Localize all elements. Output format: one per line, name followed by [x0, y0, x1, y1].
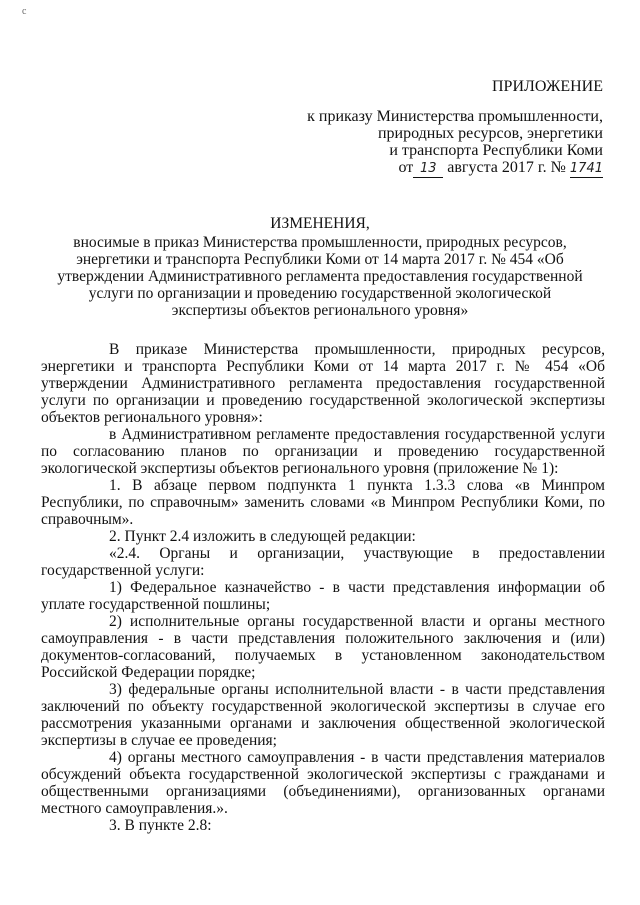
body-paragraph: 3. В пункте 2.8: — [109, 817, 212, 834]
body-paragraph: в Административном регламенте предоставления государственной услуги по согласованию планов по организации и проведению государственной экологической экспертизы объектов регионального уровня (приложение № 1): — [41, 426, 605, 477]
body-paragraph: 1) Федеральное казначейство - в части представления информации об уплате государственной пошлины; — [41, 579, 605, 613]
document-body — [41, 341, 605, 834]
appendix-line-2: природных ресурсов, энергетики — [377, 125, 603, 142]
body-paragraph: 1. В абзаце первом подпункта 1 пункта 1.3.3 слова «в Минпром Республики, по справочным» заменить словами «в Минпром Республики Коми, по справочным». — [41, 477, 605, 528]
header-line-3: утверждении Административного регламента предоставления государственной — [57, 268, 583, 285]
changes-title: ИЗМЕНЕНИЯ, — [270, 215, 370, 232]
body-paragraph: 3) федеральные органы исполнительной власти - в части представления заключений по объекту государственной экологической экспертизы в случае его рассмотрения указанными органами и заключения общественной экологической экспертизы в случае ее проведения; — [41, 681, 605, 749]
body-paragraph: 4) органы местного самоуправления - в части представления материалов обсуждений объекта государственной экологической экспертизы с гражданами и общественными организациями (объединениями), организованных органами местного самоуправления.». — [41, 749, 605, 817]
header-line-2: энергетики и транспорта Республики Коми от 14 марта 2017 г. № 454 «Об — [76, 251, 564, 268]
appendix-block — [183, 78, 603, 178]
appendix-line-3: и транспорта Республики Коми — [389, 142, 603, 159]
header-line-4: услуги по организации и проведению государственной экологической — [88, 285, 552, 302]
date-prefix: от — [398, 159, 414, 176]
date-rest: августа 2017 г. № — [447, 159, 566, 176]
changes-header — [40, 215, 600, 319]
body-paragraph: 2. Пункт 2.4 изложить в следующей редакции: — [109, 528, 416, 545]
body-paragraph: 2) исполнительные органы государственной власти и органы местного самоуправления - в части представления положительного заключения и (или) документов-согласований, получаемых в установленном законодательством Российской Федерации порядке; — [41, 613, 605, 681]
body-paragraph: «2.4. Органы и организации, участвующие в предоставлении государственной услуги: — [41, 545, 605, 579]
appendix-date-line — [183, 159, 603, 178]
appendix-title: ПРИЛОЖЕНИЕ — [491, 78, 603, 95]
header-line-5: экспертизы объектов регионального уровня» — [171, 302, 469, 319]
header-line-1: вносимые в приказ Министерства промышленности, природных ресурсов, — [73, 234, 567, 251]
date-day-handwritten: 13 — [413, 160, 443, 178]
order-number-handwritten: 1741 — [569, 161, 603, 176]
corner-mark: с — [22, 6, 27, 17]
body-paragraph: В приказе Министерства промышленности, природных ресурсов, энергетики и транспорта Республики Коми от 14 марта 2017 г. № 454 «Об утверждении Административного регламента предоставления государственной услуги по организации и проведению государственной экологической экспертизы объектов регионального уровня»: — [41, 341, 605, 426]
appendix-line-1: к приказу Министерства промышленности, — [307, 108, 603, 125]
